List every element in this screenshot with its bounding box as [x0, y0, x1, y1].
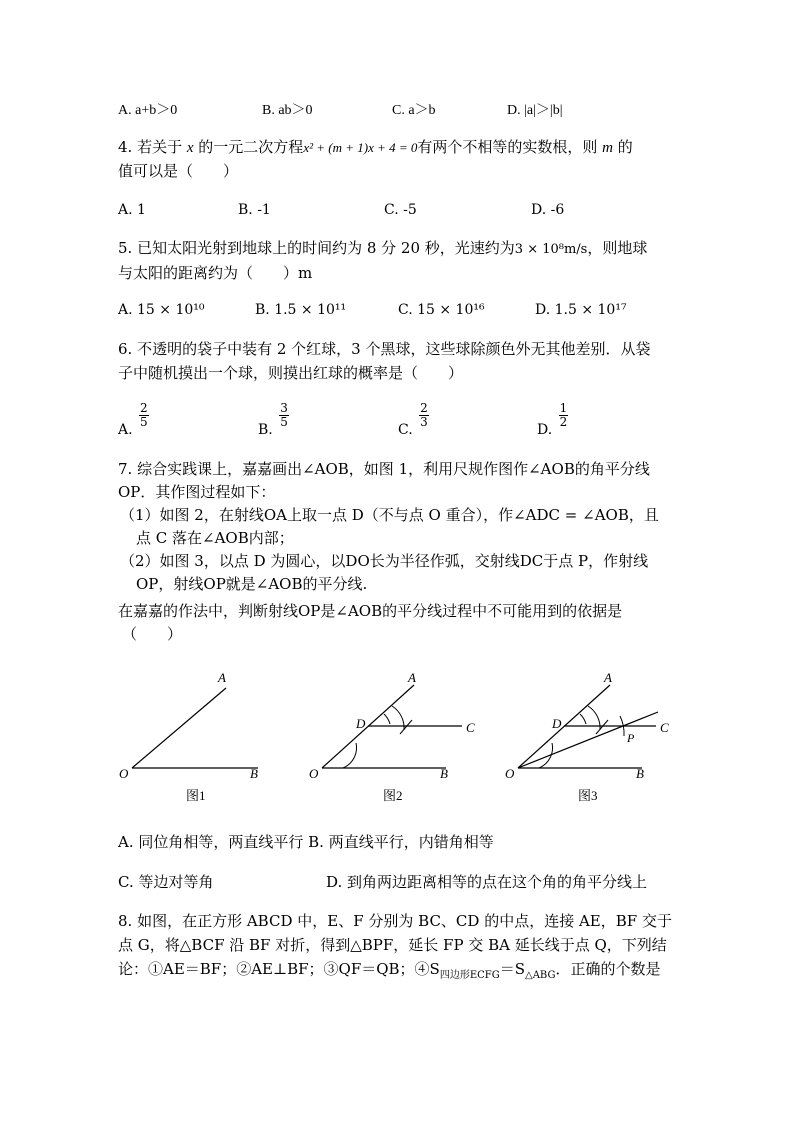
q6-option-a[interactable]	[118, 401, 149, 438]
q7-step1-line2: 点 C 落在∠AOB内部；	[136, 529, 294, 547]
q4-option-d[interactable]: D. -6	[531, 202, 565, 218]
q7-step2-line2: OP，射线OP就是∠AOB的平分线.	[136, 575, 368, 593]
q4-mid: 的一元二次方程	[193, 138, 304, 156]
q8-line3-sub2: △ABG	[525, 970, 556, 981]
q8-line3-c: ．正确的个数是	[555, 960, 661, 978]
q5-stem-line1	[118, 238, 647, 260]
figure-2	[309, 670, 475, 803]
q7-stem-line2: OP．其作图过程如下：	[118, 483, 276, 501]
q7-option-ab[interactable]: A. 同位角相等，两直线平行 B. 两直线平行，内错角相等	[118, 833, 494, 851]
fig2-tick	[400, 720, 412, 734]
fig3-label-d: D	[552, 716, 562, 731]
q8-stem-line1: 8. 如图，在正方形 ABCD 中，E、F 分别为 BC、CD 的中点，连接 AE，BF 交于	[118, 912, 672, 930]
q6-option-b-label: B.	[258, 421, 273, 438]
q6-option-b-fraction	[279, 402, 289, 429]
numerator: 2	[140, 401, 148, 415]
denominator: 5	[140, 415, 148, 429]
q7-stem-line8: （ ）	[122, 625, 183, 643]
q7-step1-line1: （1）如图 2，在射线OA上取一点 D（不与点 O 重合），作∠ADC = ∠AOB，且	[120, 506, 659, 524]
q3-option-d[interactable]: D. |a|＞|b|	[507, 103, 563, 118]
q8-stem-line3	[118, 959, 660, 986]
fig3-ray-op	[518, 712, 658, 768]
q7-stem-line1: 7. 综合实践课上，嘉嘉画出∠AOB，如图 1，利用尺规作图作∠AOB的角平分线	[118, 460, 650, 478]
q4-option-a[interactable]: A. 1	[118, 202, 146, 218]
q4-prefix: 4. 若关于	[118, 138, 187, 156]
fig3-label-a: A	[604, 670, 612, 685]
fig3-caption: 图3	[578, 788, 598, 803]
fig3-label-o: O	[505, 766, 515, 781]
fig2-label-d: D	[356, 716, 366, 731]
fig1-label-o: O	[119, 766, 129, 781]
q6-option-d-label: D.	[537, 421, 553, 438]
q6-option-a-label: A.	[118, 421, 133, 438]
fig2-label-a: A	[408, 670, 416, 685]
q4-option-b[interactable]: B. -1	[238, 202, 271, 218]
denominator: 5	[280, 415, 288, 429]
q4-stem-line2: 值可以是（ ）	[118, 162, 239, 180]
q8-line3-sub1: 四边形ECFG	[439, 970, 500, 981]
q7-figures	[0, 660, 794, 810]
numerator: 1	[559, 401, 568, 415]
q6-option-d-fraction	[559, 402, 569, 429]
q6-stem-line1: 6. 不透明的袋子中装有 2 个红球，3 个黑球，这些球除颜色外无其他差别．从袋	[118, 340, 651, 358]
q5-stem-line2: 与太阳的距离约为（ ）m	[118, 264, 313, 282]
q7-option-d[interactable]: D. 到角两边距离相等的点在这个角的角平分线上	[326, 873, 648, 891]
q6-option-a-fraction	[139, 402, 149, 429]
q5-option-a[interactable]: A. 15 × 10¹⁰	[118, 302, 205, 318]
q8-stem-line2: 点 G，将△BCF 沿 BF 对折，得到△BPF，延长 FP 交 BA 延长线于点 Q，下列结	[118, 936, 667, 954]
denominator: 3	[420, 415, 428, 429]
fig3-label-b: B	[636, 766, 644, 781]
q5-line1-end: ，则地球	[587, 239, 648, 257]
denominator: 2	[559, 415, 568, 429]
q7-stem-line7: 在嘉嘉的作法中，判断射线OP是∠AOB的平分线过程中不可能用到的依据是	[118, 602, 623, 620]
q5-option-c[interactable]: C. 15 × 10¹⁶	[398, 302, 485, 318]
q3-option-c[interactable]: C. a＞b	[392, 103, 436, 118]
q4-suffix: 有两个不相等的实数根，则	[417, 138, 603, 156]
q4-stem-line1	[118, 137, 633, 158]
q7-step2-line1: （2）如图 3，以点 D 为圆心，以DO长为半径作弧，交射线DC于点 P，作射线	[120, 552, 649, 570]
q6-option-c[interactable]	[398, 401, 429, 438]
q5-option-d[interactable]: D. 1.5 × 10¹⁷	[535, 302, 627, 318]
fig2-label-c: C	[466, 720, 475, 735]
fig1-label-b: B	[250, 766, 258, 781]
numerator: 2	[420, 401, 428, 415]
q3-option-a[interactable]: A. a+b＞0	[118, 103, 178, 118]
q4-var-m: m	[602, 140, 614, 156]
q7-option-c[interactable]: C. 等边对等角	[118, 873, 214, 891]
fig3-label-c: C	[660, 720, 669, 735]
q4-var-x: x	[186, 140, 194, 156]
fig2-label-b: B	[440, 766, 448, 781]
fig1-caption: 图1	[186, 788, 206, 803]
q4-equation: x² + (m + 1)x + 4 = 0	[303, 140, 418, 155]
q6-option-d[interactable]	[537, 401, 568, 438]
fig3-tick	[596, 720, 608, 734]
q4-suffix2: 的	[613, 138, 633, 156]
fig2-caption: 图2	[383, 788, 403, 803]
fig2-label-o: O	[309, 766, 319, 781]
fig1-ray-oa	[132, 688, 226, 768]
q3-option-b[interactable]: B. ab＞0	[262, 103, 313, 118]
q5-speed: 3 × 10⁸m/s	[514, 242, 588, 257]
q6-option-c-label: C.	[398, 421, 413, 438]
q4-option-c[interactable]: C. -5	[384, 202, 417, 218]
numerator: 3	[280, 401, 288, 415]
q8-line3-a: 论：①AE＝BF；②AE⊥BF；③QF＝QB；④S	[118, 960, 440, 978]
figure-1	[119, 670, 258, 803]
q6-option-c-fraction	[419, 402, 429, 429]
q5-line1: 5. 已知太阳光射到地球上的时间约为 8 分 20 秒，光速约为	[118, 239, 515, 257]
fig1-label-a: A	[218, 670, 226, 685]
fig3-label-p: P	[627, 731, 635, 745]
q6-option-b[interactable]	[258, 401, 289, 438]
q5-option-b[interactable]: B. 1.5 × 10¹¹	[255, 302, 347, 318]
q6-stem-line2: 子中随机摸出一个球，则摸出红球的概率是（ ）	[118, 364, 464, 382]
q8-line3-b: ＝S	[499, 960, 526, 978]
figure-3	[505, 670, 669, 803]
